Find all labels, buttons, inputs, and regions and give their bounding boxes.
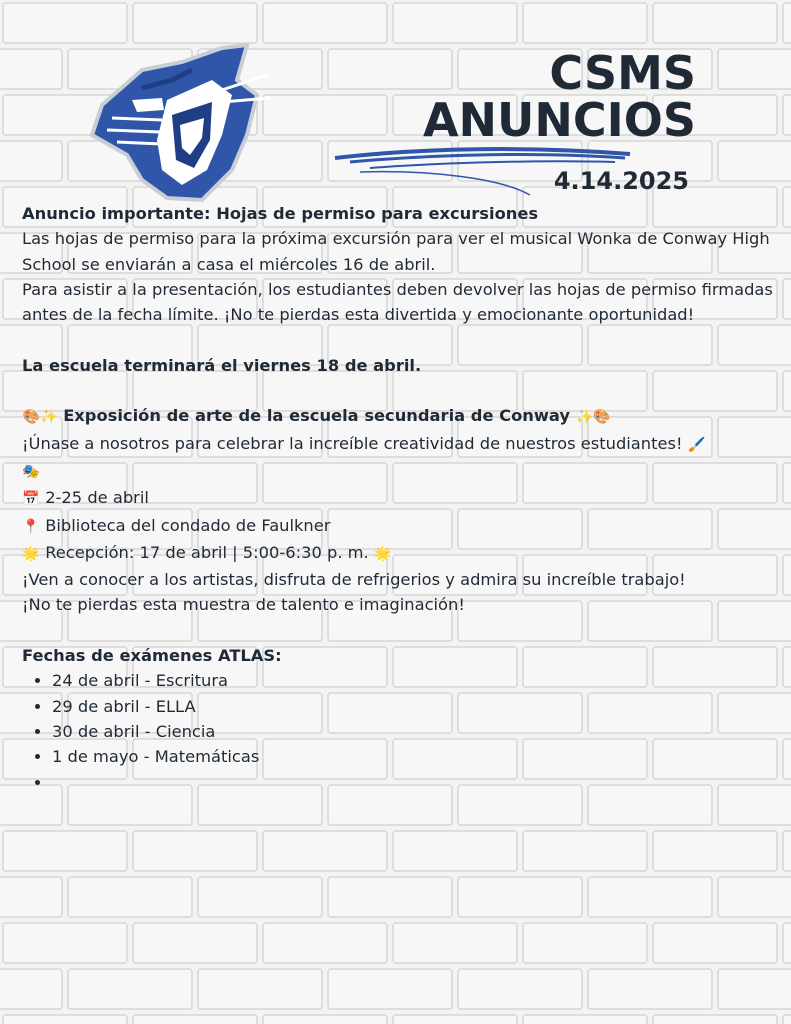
brick [653, 923, 777, 963]
art-reception-line [22, 540, 777, 567]
brick [523, 831, 647, 871]
brick [393, 923, 517, 963]
calendar-icon: 📅 [22, 491, 40, 508]
brick [133, 1015, 257, 1024]
theater-masks-icon: 🎭 [22, 463, 40, 480]
brick [133, 3, 257, 43]
paintbrush-icon: 🖌️ [687, 436, 706, 453]
brick [263, 923, 387, 963]
atlas-item-empty [52, 770, 777, 795]
art-place: Biblioteca del condado de Faulkner [45, 515, 331, 535]
brick [718, 969, 791, 1009]
brick [783, 555, 791, 595]
art-reception: Recepción: 17 de abril | 5:00-6:30 p. m. [45, 542, 369, 562]
brick [458, 877, 582, 917]
art-invite-line [22, 431, 777, 458]
brick [783, 187, 791, 227]
brick [653, 3, 777, 43]
brick [133, 831, 257, 871]
sparkle-palette-icon: ✨🎨 [575, 409, 611, 426]
pin-icon: 📍 [22, 518, 40, 535]
brick [0, 877, 62, 917]
atlas-dates-list [22, 668, 777, 794]
announcements-body [22, 201, 777, 795]
art-line-1: ¡Ven a conocer a los artistas, disfruta de refrigerios y admira su increíble trabajo! [22, 570, 686, 590]
brick [393, 3, 517, 43]
permission-heading: Anuncio importante: Hojas de permiso para excursiones [22, 204, 539, 223]
brick [393, 1015, 517, 1024]
atlas-item: • 29 de abril - ELLA [52, 694, 777, 719]
brick [718, 877, 791, 917]
permission-paragraph-1: Las hojas de permiso para la próxima excursión para ver el musical Wonka de Conway High School se enviarán a casa el miércoles 16 de abril. [22, 229, 770, 274]
brick [718, 49, 791, 89]
brick [198, 877, 322, 917]
star-icon-trailing: 🌟 [374, 545, 392, 562]
brick [3, 3, 127, 43]
announcement-date: 4.14.2025 [553, 167, 689, 195]
brick [3, 1015, 127, 1024]
art-dates: 2-25 de abril [45, 488, 149, 508]
brick [523, 1015, 647, 1024]
brick [783, 463, 791, 503]
brick [718, 141, 791, 181]
brick [783, 739, 791, 779]
art-place-line [22, 513, 777, 540]
brick [0, 49, 62, 89]
brick [653, 1015, 777, 1024]
brick [3, 923, 127, 963]
brick [328, 49, 452, 89]
brick [0, 141, 62, 181]
brick [653, 831, 777, 871]
brick [588, 877, 712, 917]
brick [328, 877, 452, 917]
brick [783, 279, 791, 319]
brick [263, 3, 387, 43]
art-heading: Exposición de arte de la escuela secundaria de Conway [63, 406, 571, 426]
atlas-item: • 1 de mayo - Matemáticas [52, 744, 777, 769]
brick [263, 95, 387, 135]
brick [783, 1015, 791, 1024]
brick [0, 969, 62, 1009]
star-icon: 🌟 [22, 545, 40, 562]
brick [68, 969, 192, 1009]
brick [263, 1015, 387, 1024]
art-heading-line [22, 403, 777, 430]
brick [588, 969, 712, 1009]
brick [198, 969, 322, 1009]
atlas-item: • 24 de abril - Escritura [52, 668, 777, 693]
palette-sparkle-icon: 🎨✨ [22, 409, 58, 426]
brick [783, 831, 791, 871]
atlas-heading: Fechas de exámenes ATLAS: [22, 646, 282, 666]
title-anuncios: ANUNCIOS [422, 93, 696, 147]
art-dates-line [22, 485, 777, 512]
title-csms: CSMS [549, 46, 696, 100]
brick [783, 371, 791, 411]
brick [393, 831, 517, 871]
school-end-notice: La escuela terminará el viernes 18 de abril. [22, 355, 422, 375]
brick [328, 969, 452, 1009]
brick [783, 647, 791, 687]
brick [523, 3, 647, 43]
atlas-item: • 30 de abril - Ciencia [52, 719, 777, 744]
art-invite: ¡Únase a nosotros para celebrar la increíble creatividad de nuestros estudiantes! [22, 433, 683, 453]
brick [458, 969, 582, 1009]
brick [783, 95, 791, 135]
brick [68, 877, 192, 917]
permission-paragraph-2: Para asistir a la presentación, los estudiantes deben devolver las hojas de permiso firmadas antes de la fecha límite. ¡No te pierdas esta divertida y emocionante oportunidad! [22, 279, 773, 325]
wildcat-mascot-logo [72, 40, 272, 205]
brick [3, 831, 127, 871]
brick [263, 831, 387, 871]
brick [783, 3, 791, 43]
brick [523, 923, 647, 963]
brick [133, 923, 257, 963]
masks-line [22, 458, 777, 485]
brick [783, 923, 791, 963]
art-line-2: ¡No te pierdas esta muestra de talento e imaginación! [22, 595, 465, 615]
